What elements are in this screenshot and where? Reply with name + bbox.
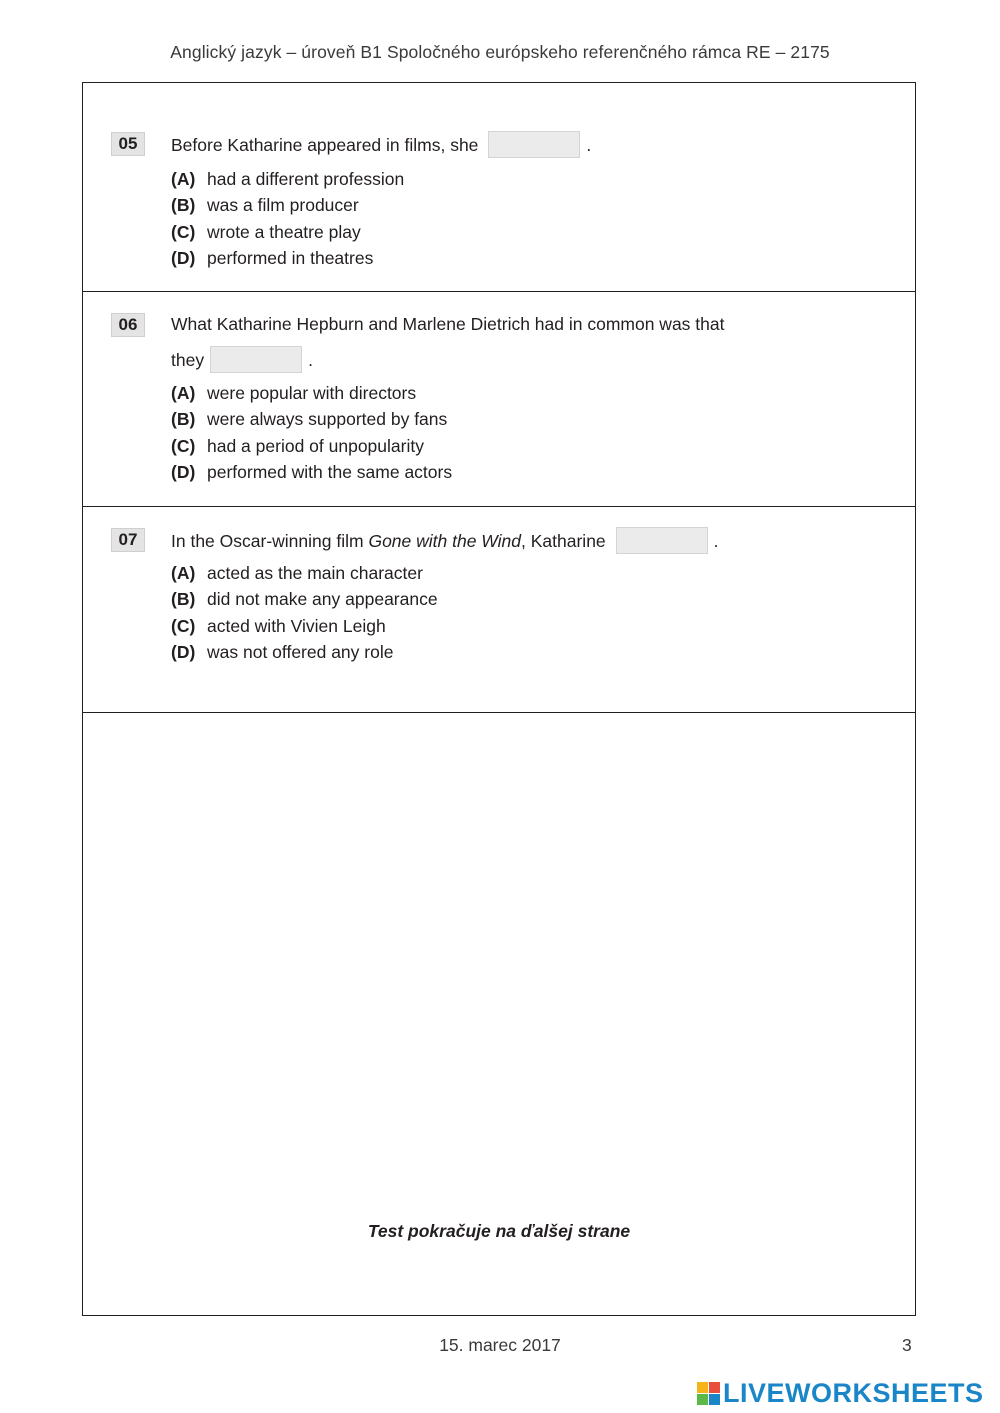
question-stem — [171, 348, 313, 375]
option-letter: (D) — [171, 641, 196, 662]
option-text: acted as the main character — [207, 563, 423, 583]
divider — [83, 506, 915, 507]
option-text: were always supported by fans — [207, 409, 448, 430]
options-list — [171, 563, 438, 668]
option-text: wrote a theatre play — [207, 221, 361, 242]
option-c — [171, 436, 452, 462]
option-letter: (C) — [171, 435, 196, 456]
option-letter: (A) — [171, 169, 196, 189]
option-a — [171, 169, 404, 195]
question-stem-line1: What Katharine Hepburn and Marlene Dietrich had in common was that — [171, 314, 725, 334]
logo-text: LIVEWORKSHEETS — [723, 1377, 984, 1408]
option-a — [171, 563, 438, 589]
answer-blank[interactable] — [616, 527, 708, 554]
question-stem — [171, 133, 591, 160]
continue-note: Test pokračuje na ďalšej strane — [367, 1221, 631, 1241]
page-number: 3 — [902, 1335, 912, 1355]
option-letter: (B) — [171, 409, 196, 430]
option-d — [171, 462, 452, 488]
stem-text: Before Katharine appeared in films, she — [171, 135, 479, 156]
option-a — [171, 383, 452, 409]
option-d — [171, 248, 404, 274]
liveworksheets-icon — [697, 1382, 720, 1405]
answer-blank[interactable] — [488, 131, 580, 158]
question-number: 05 — [111, 132, 145, 156]
option-letter: (C) — [171, 221, 196, 242]
stem-end: . — [713, 531, 719, 552]
question-frame — [82, 82, 916, 1316]
option-letter: (D) — [171, 461, 196, 482]
option-letter: (B) — [171, 589, 196, 610]
option-letter: (D) — [171, 247, 196, 268]
option-d — [171, 642, 438, 668]
options-list — [171, 169, 404, 274]
stem-text-mid: , Katharine — [521, 531, 606, 552]
stem-end: . — [308, 350, 313, 371]
question-stem — [171, 529, 719, 556]
option-text: had a different profession — [207, 169, 405, 189]
options-list — [171, 383, 452, 488]
option-b — [171, 409, 452, 435]
option-text: was a film producer — [207, 195, 359, 216]
page-header: Anglický jazyk – úroveň B1 Spoločného európskeho referenčného rámca RE – 2175 — [170, 42, 830, 62]
option-b — [171, 589, 438, 615]
option-c — [171, 616, 438, 642]
question-number: 06 — [111, 313, 145, 337]
logo-tile — [709, 1394, 720, 1405]
option-letter: (A) — [171, 383, 196, 403]
option-b — [171, 195, 404, 221]
question-number: 07 — [111, 528, 145, 552]
logo-tile — [697, 1394, 708, 1405]
option-letter: (A) — [171, 563, 196, 583]
option-text: acted with Vivien Leigh — [207, 615, 386, 636]
stem-text: In the Oscar-winning film — [171, 531, 364, 552]
option-text: did not make any appearance — [207, 589, 438, 610]
option-text: were popular with directors — [207, 383, 417, 403]
option-text: had a period of unpopularity — [207, 435, 424, 456]
option-c — [171, 222, 404, 248]
stem-text: they — [171, 350, 205, 371]
film-title: Gone with the Wind — [368, 531, 522, 552]
logo-tile — [697, 1382, 708, 1393]
liveworksheets-logo — [697, 1378, 984, 1408]
option-letter: (B) — [171, 195, 196, 216]
footer-date: 15. marec 2017 — [439, 1335, 561, 1355]
stem-end: . — [586, 135, 592, 156]
option-text: was not offered any role — [207, 641, 394, 662]
option-text: performed in theatres — [207, 247, 374, 268]
option-text: performed with the same actors — [207, 461, 453, 482]
divider — [83, 712, 915, 713]
divider — [83, 291, 915, 292]
answer-blank[interactable] — [210, 346, 302, 373]
option-letter: (C) — [171, 615, 196, 636]
logo-tile — [709, 1382, 720, 1393]
